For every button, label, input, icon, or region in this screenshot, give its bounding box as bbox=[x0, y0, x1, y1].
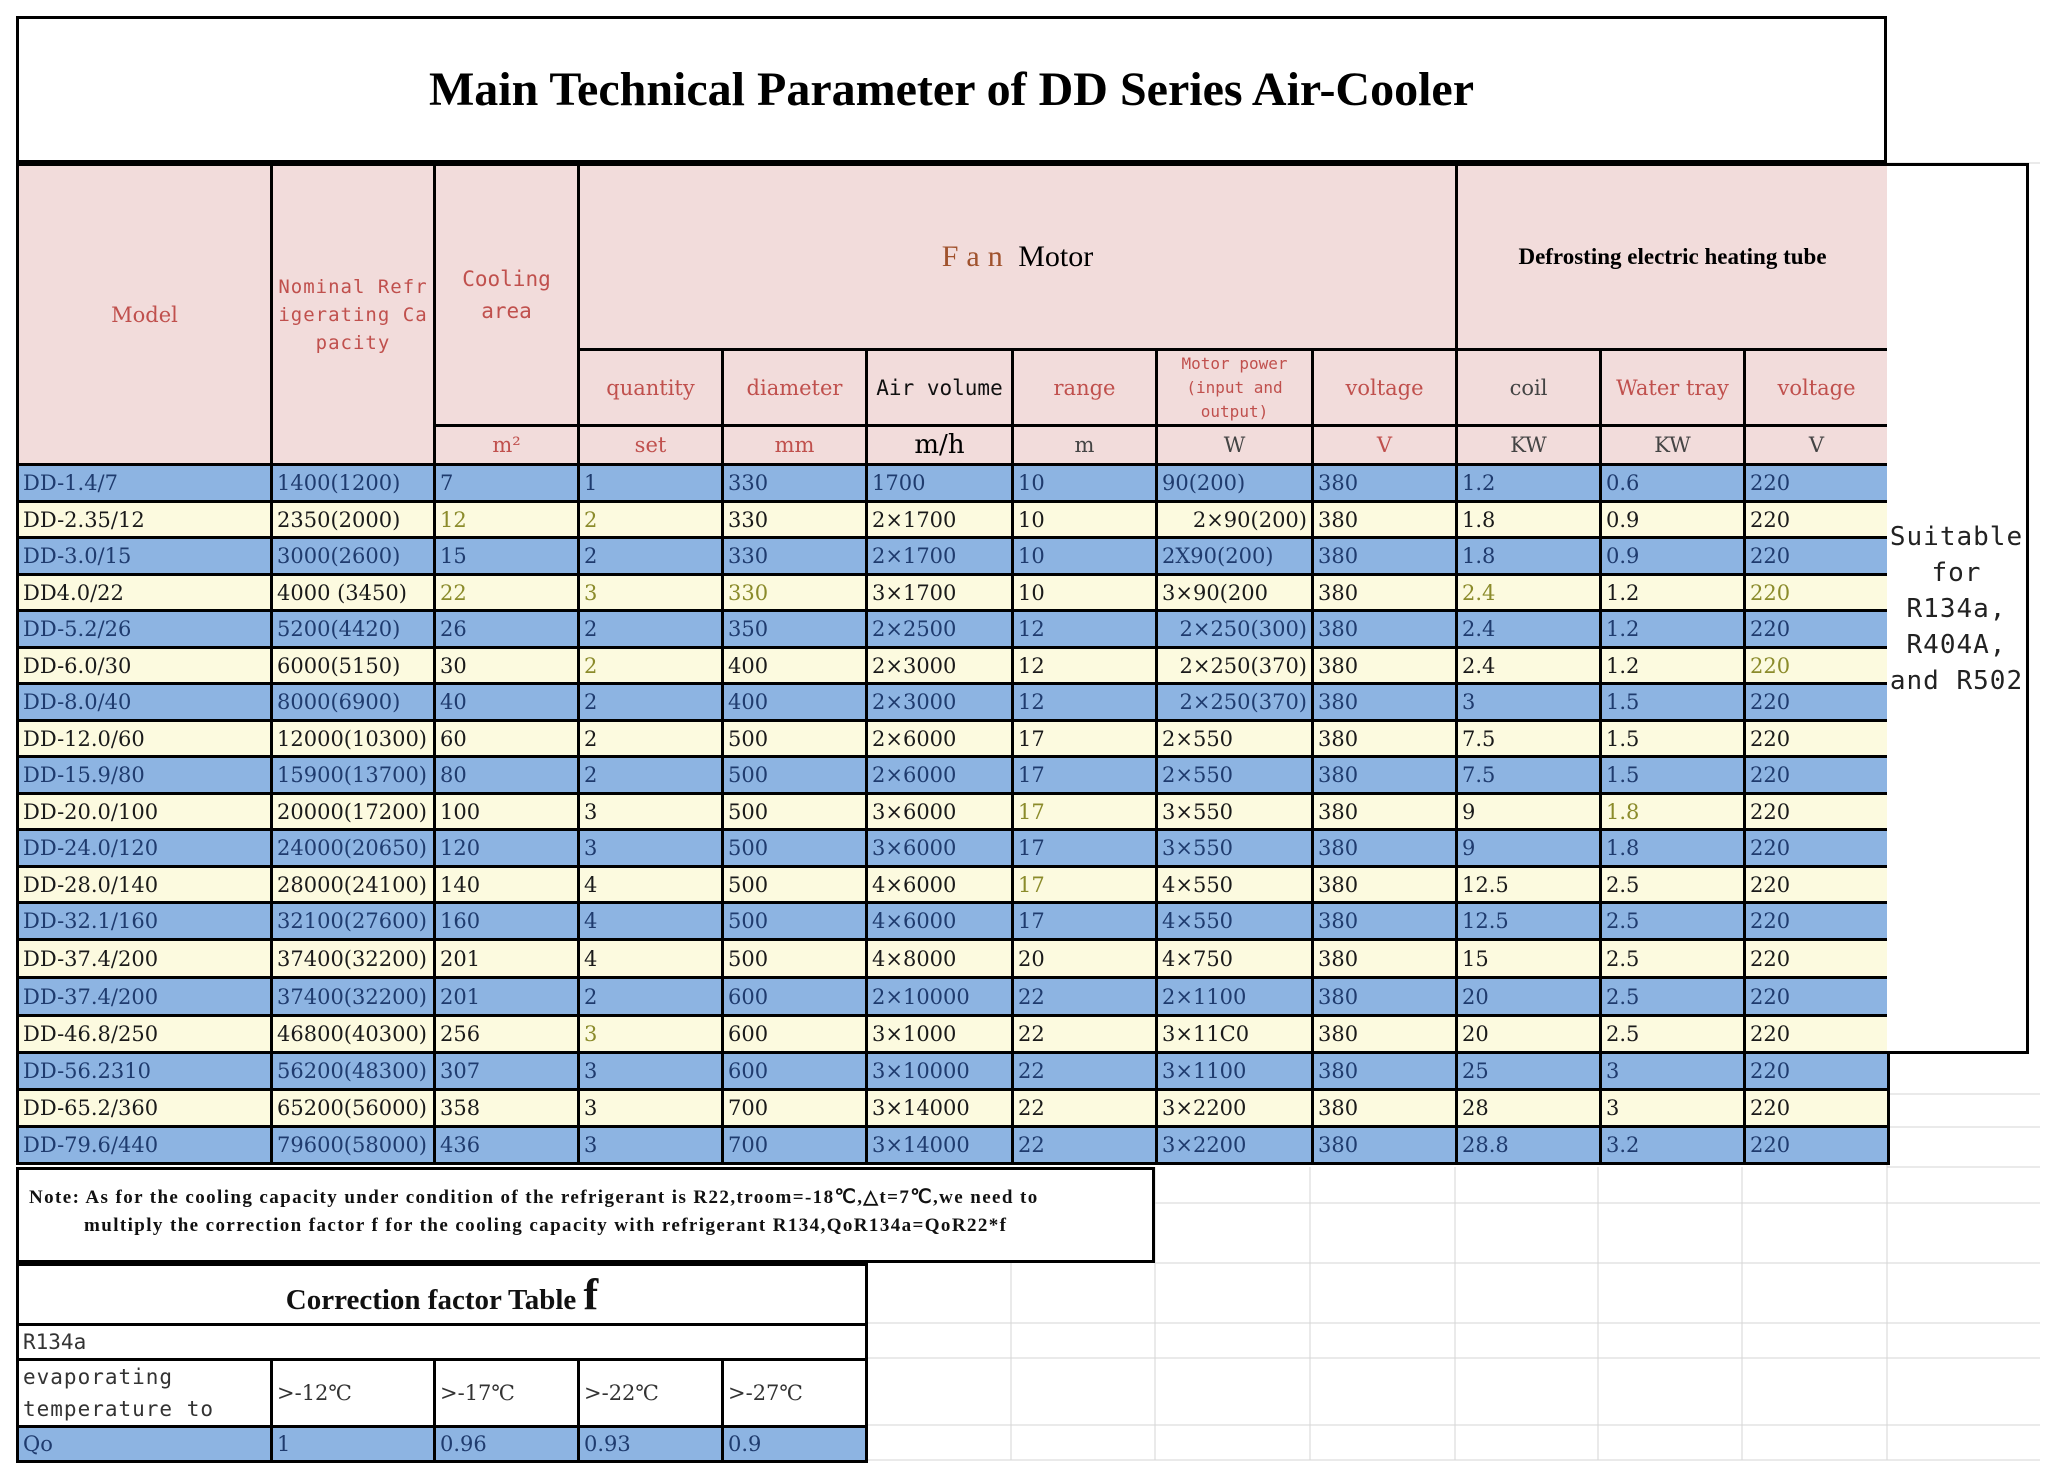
cell-diameter: 600 bbox=[723, 1053, 867, 1090]
cell-quantity: 3 bbox=[579, 1016, 723, 1053]
table-row bbox=[18, 1053, 1889, 1090]
cell-coil: 3 bbox=[1457, 684, 1601, 721]
cell-model: DD-1.4/7 bbox=[18, 465, 272, 502]
cell-model: DD4.0/22 bbox=[18, 575, 272, 611]
cell-model: DD-65.2/360 bbox=[18, 1090, 272, 1127]
cell-quantity: 4 bbox=[579, 903, 723, 940]
cell-air-volume: 3×14000 bbox=[867, 1090, 1013, 1127]
header-range: range bbox=[1013, 350, 1157, 426]
cell-cooling-area: 201 bbox=[435, 978, 579, 1016]
cell-diameter: 400 bbox=[723, 684, 867, 721]
cell-range: 17 bbox=[1013, 867, 1157, 903]
cell-air-volume: 3×10000 bbox=[867, 1053, 1013, 1090]
header-model: Model bbox=[18, 165, 272, 465]
cell-water-tray: 2.5 bbox=[1601, 978, 1745, 1016]
table-row bbox=[18, 903, 1889, 940]
cell-cooling-area: 15 bbox=[435, 538, 579, 575]
header-voltage: voltage bbox=[1313, 350, 1457, 426]
cell-water-tray: 1.8 bbox=[1601, 794, 1745, 830]
cell-capacity: 56200(48300) bbox=[272, 1053, 435, 1090]
unit-diameter: mm bbox=[723, 426, 867, 465]
suitable-line: R404A, bbox=[1906, 629, 2007, 660]
cell-capacity: 4000 (3450) bbox=[272, 575, 435, 611]
cell-motor-power: 2×250(370) bbox=[1157, 684, 1313, 721]
note-line-2: multiply the correction factor f for the cooling capacity with refrigerant R134,QoR134a=QoR22*f bbox=[84, 1215, 1008, 1236]
cell-diameter: 600 bbox=[723, 978, 867, 1016]
table-row bbox=[18, 611, 1889, 648]
cell-voltage-2: 220 bbox=[1745, 978, 1889, 1016]
cell-motor-power: 2×250(370) bbox=[1157, 648, 1313, 684]
cell-motor-power: 3×90(200 bbox=[1157, 575, 1313, 611]
cell-range: 20 bbox=[1013, 940, 1157, 978]
cell-motor-power: 2×90(200) bbox=[1157, 502, 1313, 538]
cell-air-volume: 2×10000 bbox=[867, 978, 1013, 1016]
cell-quantity: 2 bbox=[579, 721, 723, 757]
cell-range: 10 bbox=[1013, 538, 1157, 575]
cell-voltage-2: 220 bbox=[1745, 757, 1889, 794]
cell-coil: 25 bbox=[1457, 1053, 1601, 1090]
table-row bbox=[18, 867, 1889, 903]
temp-cell: >-17℃ bbox=[435, 1360, 579, 1427]
cell-model: DD-56.2310 bbox=[18, 1053, 272, 1090]
unit-air-volume: m/h bbox=[867, 426, 1013, 465]
cell-motor-power: 90(200) bbox=[1157, 465, 1313, 502]
cell-cooling-area: 22 bbox=[435, 575, 579, 611]
cell-quantity: 3 bbox=[579, 1090, 723, 1127]
cell-diameter: 330 bbox=[723, 465, 867, 502]
unit-voltage-2: V bbox=[1745, 426, 1889, 465]
cell-water-tray: 2.5 bbox=[1601, 867, 1745, 903]
table-row bbox=[18, 502, 1889, 538]
cell-voltage: 380 bbox=[1313, 502, 1457, 538]
temp-cell: >-22℃ bbox=[579, 1360, 723, 1427]
cell-cooling-area: 256 bbox=[435, 1016, 579, 1053]
cell-coil: 7.5 bbox=[1457, 721, 1601, 757]
cell-water-tray: 3.2 bbox=[1601, 1127, 1745, 1164]
cell-diameter: 400 bbox=[723, 648, 867, 684]
cell-motor-power: 3×11C0 bbox=[1157, 1016, 1313, 1053]
temp-cell: >-27℃ bbox=[723, 1360, 867, 1427]
cell-quantity: 3 bbox=[579, 1127, 723, 1164]
cell-voltage-2: 220 bbox=[1745, 830, 1889, 867]
cell-cooling-area: 30 bbox=[435, 648, 579, 684]
cell-coil: 1.8 bbox=[1457, 502, 1601, 538]
cell-diameter: 500 bbox=[723, 940, 867, 978]
cell-quantity: 1 bbox=[579, 465, 723, 502]
cell-voltage: 380 bbox=[1313, 538, 1457, 575]
qo-value: 0.96 bbox=[435, 1427, 579, 1462]
unit-quantity: set bbox=[579, 426, 723, 465]
cell-model: DD-12.0/60 bbox=[18, 721, 272, 757]
cell-voltage-2: 220 bbox=[1745, 684, 1889, 721]
cell-quantity: 3 bbox=[579, 575, 723, 611]
cell-coil: 9 bbox=[1457, 794, 1601, 830]
suitable-line: for bbox=[1931, 557, 1982, 588]
cell-model: DD-46.8/250 bbox=[18, 1016, 272, 1053]
cell-voltage-2: 220 bbox=[1745, 940, 1889, 978]
table-row bbox=[18, 721, 1889, 757]
cell-range: 22 bbox=[1013, 978, 1157, 1016]
cell-range: 17 bbox=[1013, 757, 1157, 794]
cell-air-volume: 1700 bbox=[867, 465, 1013, 502]
cell-air-volume: 4×6000 bbox=[867, 903, 1013, 940]
table-row bbox=[18, 575, 1889, 611]
table-row bbox=[18, 1016, 1889, 1053]
cell-cooling-area: 120 bbox=[435, 830, 579, 867]
table-row bbox=[18, 940, 1889, 978]
cell-model: DD-32.1/160 bbox=[18, 903, 272, 940]
correction-title-text: Correction factor Table bbox=[285, 1284, 577, 1316]
cell-quantity: 2 bbox=[579, 978, 723, 1016]
cell-voltage: 380 bbox=[1313, 1053, 1457, 1090]
cell-voltage: 380 bbox=[1313, 867, 1457, 903]
cell-voltage: 380 bbox=[1313, 978, 1457, 1016]
cell-air-volume: 4×6000 bbox=[867, 867, 1013, 903]
cell-capacity: 28000(24100) bbox=[272, 867, 435, 903]
cell-motor-power: 2X90(200) bbox=[1157, 538, 1313, 575]
cell-voltage: 380 bbox=[1313, 903, 1457, 940]
cell-air-volume: 2×2500 bbox=[867, 611, 1013, 648]
qo-value: 0.93 bbox=[579, 1427, 723, 1462]
table-row bbox=[18, 1090, 1889, 1127]
cell-water-tray: 0.9 bbox=[1601, 502, 1745, 538]
cell-water-tray: 1.2 bbox=[1601, 575, 1745, 611]
header-defrost: Defrosting electric heating tube bbox=[1457, 165, 1889, 350]
table-row bbox=[18, 830, 1889, 867]
cell-voltage-2: 220 bbox=[1745, 1090, 1889, 1127]
cell-coil: 1.8 bbox=[1457, 538, 1601, 575]
cell-range: 10 bbox=[1013, 575, 1157, 611]
cell-motor-power: 2×550 bbox=[1157, 721, 1313, 757]
cell-voltage-2: 220 bbox=[1745, 611, 1889, 648]
cell-motor-power: 4×750 bbox=[1157, 940, 1313, 978]
cell-quantity: 2 bbox=[579, 611, 723, 648]
header-voltage-2: voltage bbox=[1745, 350, 1889, 426]
cell-voltage: 380 bbox=[1313, 575, 1457, 611]
cell-air-volume: 2×1700 bbox=[867, 502, 1013, 538]
cell-voltage-2: 220 bbox=[1745, 1127, 1889, 1164]
cell-air-volume: 2×3000 bbox=[867, 648, 1013, 684]
cell-water-tray: 1.2 bbox=[1601, 611, 1745, 648]
cell-range: 17 bbox=[1013, 721, 1157, 757]
header-air-volume: Air volume bbox=[867, 350, 1013, 426]
unit-range: m bbox=[1013, 426, 1157, 465]
cell-range: 17 bbox=[1013, 794, 1157, 830]
cell-capacity: 65200(56000) bbox=[272, 1090, 435, 1127]
cell-voltage-2: 220 bbox=[1745, 903, 1889, 940]
cell-air-volume: 3×1700 bbox=[867, 575, 1013, 611]
cell-range: 12 bbox=[1013, 648, 1157, 684]
cell-cooling-area: 307 bbox=[435, 1053, 579, 1090]
cell-water-tray: 0.9 bbox=[1601, 538, 1745, 575]
cell-voltage-2: 220 bbox=[1745, 721, 1889, 757]
cell-voltage: 380 bbox=[1313, 648, 1457, 684]
cell-capacity: 1400(1200) bbox=[272, 465, 435, 502]
cell-voltage: 380 bbox=[1313, 684, 1457, 721]
cell-motor-power: 2×250(300) bbox=[1157, 611, 1313, 648]
table-row bbox=[18, 465, 1889, 502]
cell-voltage-2: 220 bbox=[1745, 502, 1889, 538]
cell-diameter: 500 bbox=[723, 867, 867, 903]
cell-capacity: 8000(6900) bbox=[272, 684, 435, 721]
cell-coil: 28.8 bbox=[1457, 1127, 1601, 1164]
cell-coil: 20 bbox=[1457, 1016, 1601, 1053]
cell-quantity: 2 bbox=[579, 648, 723, 684]
cell-motor-power: 3×1100 bbox=[1157, 1053, 1313, 1090]
cell-air-volume: 2×6000 bbox=[867, 721, 1013, 757]
cell-quantity: 4 bbox=[579, 867, 723, 903]
cell-cooling-area: 26 bbox=[435, 611, 579, 648]
table-row bbox=[18, 1127, 1889, 1164]
table-row bbox=[18, 538, 1889, 575]
correction-symbol: f bbox=[583, 1270, 599, 1319]
cell-water-tray: 3 bbox=[1601, 1090, 1745, 1127]
header-coil: coil bbox=[1457, 350, 1601, 426]
cell-coil: 12.5 bbox=[1457, 903, 1601, 940]
cell-capacity: 32100(27600) bbox=[272, 903, 435, 940]
correction-title bbox=[18, 1265, 867, 1325]
cell-quantity: 3 bbox=[579, 830, 723, 867]
cell-motor-power: 3×550 bbox=[1157, 830, 1313, 867]
cell-coil: 9 bbox=[1457, 830, 1601, 867]
cell-capacity: 2350(2000) bbox=[272, 502, 435, 538]
cell-capacity: 12000(10300) bbox=[272, 721, 435, 757]
unit-area: m² bbox=[435, 426, 579, 465]
note-box bbox=[16, 1167, 1155, 1263]
cell-cooling-area: 12 bbox=[435, 502, 579, 538]
cell-voltage: 380 bbox=[1313, 830, 1457, 867]
cell-range: 22 bbox=[1013, 1053, 1157, 1090]
cell-air-volume: 3×14000 bbox=[867, 1127, 1013, 1164]
cell-water-tray: 0.6 bbox=[1601, 465, 1745, 502]
cell-range: 12 bbox=[1013, 611, 1157, 648]
header-water-tray: Water tray bbox=[1601, 350, 1745, 426]
header-fan-motor bbox=[579, 165, 1457, 350]
correction-factor-table bbox=[16, 1263, 868, 1463]
suitable-line: and R502 bbox=[1889, 665, 2024, 696]
cell-air-volume: 2×3000 bbox=[867, 684, 1013, 721]
cell-coil: 1.2 bbox=[1457, 465, 1601, 502]
cell-water-tray: 3 bbox=[1601, 1053, 1745, 1090]
cell-voltage-2: 220 bbox=[1745, 648, 1889, 684]
cell-diameter: 700 bbox=[723, 1090, 867, 1127]
cell-voltage-2: 220 bbox=[1745, 465, 1889, 502]
cell-diameter: 350 bbox=[723, 611, 867, 648]
cell-capacity: 5200(4420) bbox=[272, 611, 435, 648]
cell-voltage: 380 bbox=[1313, 611, 1457, 648]
fan-label: Fan bbox=[941, 240, 1011, 273]
suitable-line: Suitable bbox=[1889, 521, 2024, 552]
header-quantity: quantity bbox=[579, 350, 723, 426]
cell-coil: 2.4 bbox=[1457, 648, 1601, 684]
cell-model: DD-79.6/440 bbox=[18, 1127, 272, 1164]
cell-voltage: 380 bbox=[1313, 465, 1457, 502]
table-row bbox=[18, 648, 1889, 684]
note-line-1: Note: As for the cooling capacity under condition of the refrigerant is R22,troom=-18℃,△t=7℃,we need to bbox=[29, 1187, 1039, 1208]
cell-diameter: 600 bbox=[723, 1016, 867, 1053]
cell-diameter: 500 bbox=[723, 794, 867, 830]
cell-voltage: 380 bbox=[1313, 1090, 1457, 1127]
cell-model: DD-28.0/140 bbox=[18, 867, 272, 903]
cell-model: DD-24.0/120 bbox=[18, 830, 272, 867]
cell-voltage: 380 bbox=[1313, 757, 1457, 794]
cell-coil: 2.4 bbox=[1457, 611, 1601, 648]
cell-diameter: 330 bbox=[723, 538, 867, 575]
cell-water-tray: 1.2 bbox=[1601, 648, 1745, 684]
cell-coil: 15 bbox=[1457, 940, 1601, 978]
cell-motor-power: 3×550 bbox=[1157, 794, 1313, 830]
cell-model: DD-3.0/15 bbox=[18, 538, 272, 575]
cell-quantity: 2 bbox=[579, 538, 723, 575]
cell-capacity: 37400(32200) bbox=[272, 978, 435, 1016]
cell-range: 17 bbox=[1013, 903, 1157, 940]
cell-water-tray: 1.5 bbox=[1601, 684, 1745, 721]
cell-coil: 2.4 bbox=[1457, 575, 1601, 611]
cell-capacity: 46800(40300) bbox=[272, 1016, 435, 1053]
cell-cooling-area: 100 bbox=[435, 794, 579, 830]
parameter-table bbox=[16, 163, 1890, 1165]
cell-diameter: 330 bbox=[723, 575, 867, 611]
cell-quantity: 4 bbox=[579, 940, 723, 978]
cell-air-volume: 3×6000 bbox=[867, 794, 1013, 830]
cell-water-tray: 2.5 bbox=[1601, 1016, 1745, 1053]
cell-range: 10 bbox=[1013, 465, 1157, 502]
cell-voltage: 380 bbox=[1313, 1016, 1457, 1053]
cell-model: DD-5.2/26 bbox=[18, 611, 272, 648]
cell-range: 22 bbox=[1013, 1016, 1157, 1053]
cell-model: DD-37.4/200 bbox=[18, 940, 272, 978]
unit-coil: KW bbox=[1457, 426, 1601, 465]
table-row bbox=[18, 794, 1889, 830]
cell-coil: 7.5 bbox=[1457, 757, 1601, 794]
cell-diameter: 500 bbox=[723, 757, 867, 794]
page-title: Main Technical Parameter of DD Series Air-Cooler bbox=[16, 16, 1887, 163]
cell-model: DD-37.4/200 bbox=[18, 978, 272, 1016]
motor-label: Motor bbox=[1018, 240, 1094, 273]
cell-voltage-2: 220 bbox=[1745, 1053, 1889, 1090]
cell-voltage-2: 220 bbox=[1745, 575, 1889, 611]
table-row bbox=[18, 978, 1889, 1016]
suitable-line: R134a, bbox=[1906, 593, 2007, 624]
cell-range: 22 bbox=[1013, 1127, 1157, 1164]
cell-cooling-area: 140 bbox=[435, 867, 579, 903]
cell-diameter: 500 bbox=[723, 721, 867, 757]
cell-diameter: 330 bbox=[723, 502, 867, 538]
table-row bbox=[18, 684, 1889, 721]
cell-range: 22 bbox=[1013, 1090, 1157, 1127]
cell-cooling-area: 358 bbox=[435, 1090, 579, 1127]
cell-air-volume: 2×1700 bbox=[867, 538, 1013, 575]
header-cooling-area: Cooling area bbox=[435, 165, 579, 426]
cell-model: DD-6.0/30 bbox=[18, 648, 272, 684]
qo-label: Qo bbox=[18, 1427, 272, 1462]
qo-value: 0.9 bbox=[723, 1427, 867, 1462]
cell-cooling-area: 436 bbox=[435, 1127, 579, 1164]
cell-capacity: 37400(32200) bbox=[272, 940, 435, 978]
cell-capacity: 79600(58000) bbox=[272, 1127, 435, 1164]
cell-air-volume: 3×6000 bbox=[867, 830, 1013, 867]
cell-model: DD-8.0/40 bbox=[18, 684, 272, 721]
cell-model: DD-2.35/12 bbox=[18, 502, 272, 538]
cell-motor-power: 3×2200 bbox=[1157, 1090, 1313, 1127]
cell-model: DD-15.9/80 bbox=[18, 757, 272, 794]
cell-diameter: 700 bbox=[723, 1127, 867, 1164]
cell-coil: 28 bbox=[1457, 1090, 1601, 1127]
cell-diameter: 500 bbox=[723, 830, 867, 867]
cell-model: DD-20.0/100 bbox=[18, 794, 272, 830]
cell-range: 17 bbox=[1013, 830, 1157, 867]
header-motor-power: Motor power (input and output) bbox=[1157, 350, 1313, 426]
cell-water-tray: 1.5 bbox=[1601, 721, 1745, 757]
cell-voltage-2: 220 bbox=[1745, 794, 1889, 830]
evaporating-temperature-label: evaporating temperature to bbox=[18, 1360, 272, 1427]
unit-voltage: V bbox=[1313, 426, 1457, 465]
cell-diameter: 500 bbox=[723, 903, 867, 940]
cell-motor-power: 3×2200 bbox=[1157, 1127, 1313, 1164]
cell-motor-power: 2×1100 bbox=[1157, 978, 1313, 1016]
cell-coil: 20 bbox=[1457, 978, 1601, 1016]
qo-value: 1 bbox=[272, 1427, 435, 1462]
cell-air-volume: 4×8000 bbox=[867, 940, 1013, 978]
cell-motor-power: 4×550 bbox=[1157, 903, 1313, 940]
unit-motor-power: W bbox=[1157, 426, 1313, 465]
cell-cooling-area: 40 bbox=[435, 684, 579, 721]
cell-coil: 12.5 bbox=[1457, 867, 1601, 903]
cell-air-volume: 3×1000 bbox=[867, 1016, 1013, 1053]
cell-water-tray: 2.5 bbox=[1601, 940, 1745, 978]
cell-voltage-2: 220 bbox=[1745, 867, 1889, 903]
cell-cooling-area: 7 bbox=[435, 465, 579, 502]
cell-cooling-area: 80 bbox=[435, 757, 579, 794]
suitable-refrigerants-note bbox=[1887, 163, 2029, 1054]
header-capacity: Nominal Refrigerating Capacity bbox=[272, 165, 435, 465]
cell-voltage-2: 220 bbox=[1745, 1016, 1889, 1053]
cell-voltage: 380 bbox=[1313, 1127, 1457, 1164]
cell-voltage: 380 bbox=[1313, 721, 1457, 757]
refrigerant-label: R134a bbox=[18, 1325, 867, 1360]
cell-quantity: 2 bbox=[579, 684, 723, 721]
cell-motor-power: 2×550 bbox=[1157, 757, 1313, 794]
cell-range: 12 bbox=[1013, 684, 1157, 721]
cell-range: 10 bbox=[1013, 502, 1157, 538]
table-row bbox=[18, 757, 1889, 794]
cell-cooling-area: 160 bbox=[435, 903, 579, 940]
cell-voltage: 380 bbox=[1313, 940, 1457, 978]
cell-water-tray: 1.5 bbox=[1601, 757, 1745, 794]
cell-cooling-area: 201 bbox=[435, 940, 579, 978]
cell-capacity: 3000(2600) bbox=[272, 538, 435, 575]
cell-quantity: 2 bbox=[579, 757, 723, 794]
cell-motor-power: 4×550 bbox=[1157, 867, 1313, 903]
temp-cell: >-12℃ bbox=[272, 1360, 435, 1427]
cell-quantity: 3 bbox=[579, 794, 723, 830]
cell-quantity: 2 bbox=[579, 502, 723, 538]
cell-cooling-area: 60 bbox=[435, 721, 579, 757]
cell-quantity: 3 bbox=[579, 1053, 723, 1090]
cell-capacity: 20000(17200) bbox=[272, 794, 435, 830]
cell-water-tray: 1.8 bbox=[1601, 830, 1745, 867]
header-diameter: diameter bbox=[723, 350, 867, 426]
cell-capacity: 24000(20650) bbox=[272, 830, 435, 867]
unit-water-tray: KW bbox=[1601, 426, 1745, 465]
cell-water-tray: 2.5 bbox=[1601, 903, 1745, 940]
cell-capacity: 6000(5150) bbox=[272, 648, 435, 684]
cell-capacity: 15900(13700) bbox=[272, 757, 435, 794]
cell-voltage-2: 220 bbox=[1745, 538, 1889, 575]
cell-voltage: 380 bbox=[1313, 794, 1457, 830]
cell-air-volume: 2×6000 bbox=[867, 757, 1013, 794]
